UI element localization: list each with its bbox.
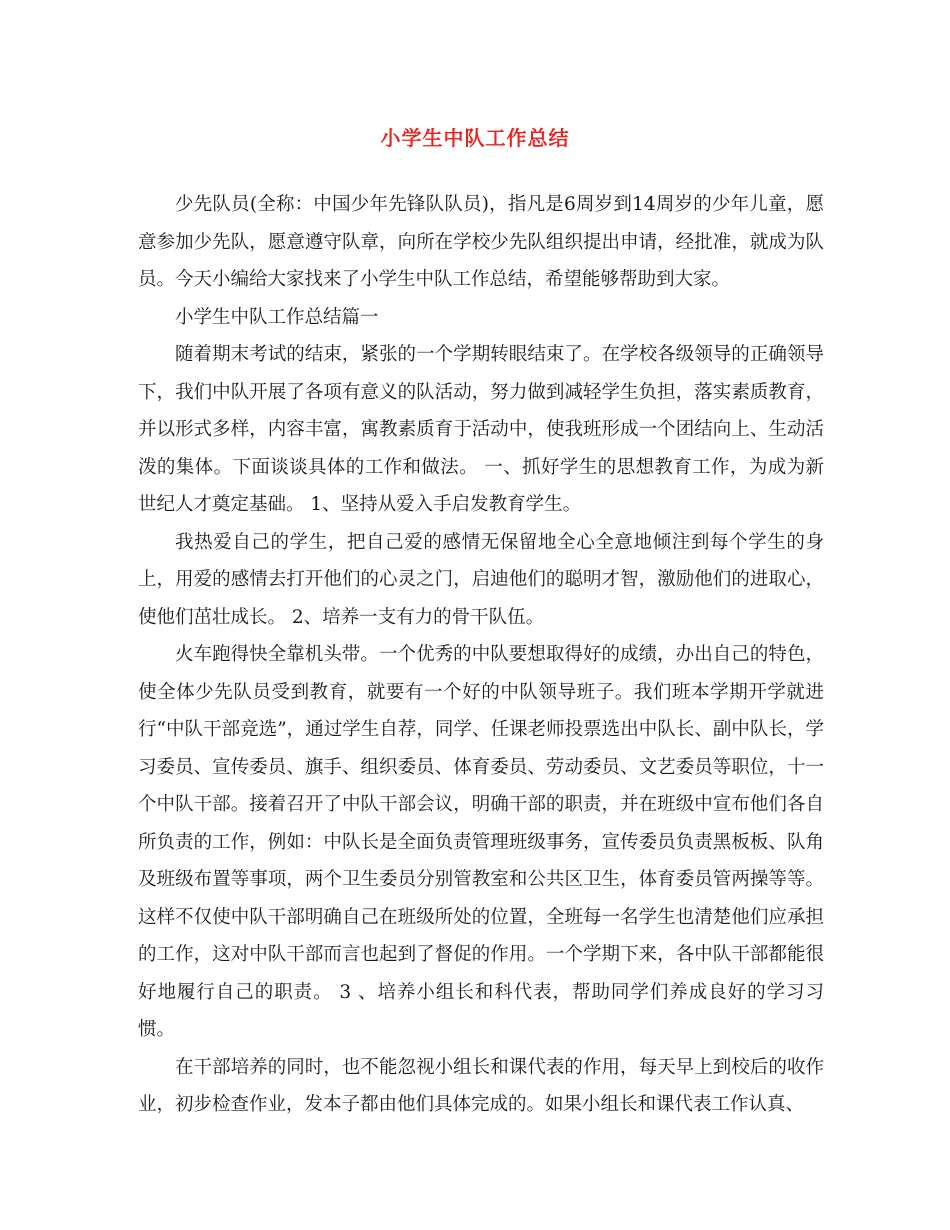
paragraph-opening: 随着期末考试的结束，紧张的一个学期转眼结束了。在学校各级领导的正确领导下，我们中队开展了各项有意义的队活动，努力做到减轻学生负担，落实素质教育，并以形式多样，内容丰富，寓教素质育于活动中，使我班形成一个团结向上、生动活泼的集体。下面谈谈具体的工作和做法。 一、抓好学生的思想教育工作，为成为新世纪人才奠定基础。 1、坚持从爱入手启发教育学生。 <box>138 344 824 515</box>
paragraph-cadres: 火车跑得快全靠机头带。一个优秀的中队要想取得好的成绩，办出自己的特色，使全体少先队员受到教育，就要有一个好的中队领导班子。我们班本学期开学就进行“中队干部竞选”，通过学生自荐，同学、任课老师投票选出中队长、副中队长，学习委员、宣传委员、旗手、组织委员、体育委员、劳动委员、文艺委员等职位，十一个中队干部。接着召开了中队干部会议，明确干部的职责，并在班级中宣布他们各自所负责的工作，例如：中队长是全面负责管理班级事务，宣传委员负责黑板板、队角及班级布置等事项，两个卫生委员分别管教室和公共区卫生，体育委员管两操等等。这样不仅使中队干部明确自己在班级所处的位置，全班每一名学生也清楚他们应承担的工作，这对中队干部而言也起到了督促的作用。一个学期下来，各中队干部都能很好地履行自己的职责。 3 、培养小组长和科代表，帮助同学们养成良好的学习习惯。 <box>138 644 824 1040</box>
document-title: 小学生中队工作总结 <box>380 126 570 150</box>
section-heading: 小学生中队工作总结篇一 <box>175 306 379 328</box>
paragraph-love: 我热爱自己的学生，把自己爱的感情无保留地全心全意地倾注到每个学生的身上，用爱的感情去打开他们的心灵之门，启迪他们的聪明才智，激励他们的进取心，使他们茁壮成长。 2、培养一支有力的骨干队伍。 <box>138 531 824 628</box>
paragraph-group-leaders: 在干部培养的同时，也不能忽视小组长和课代表的作用，每天早上到校后的收作业，初步检查作业，发本子都由他们具体完成的。如果小组长和课代表工作认真、 <box>138 1056 824 1115</box>
document-body <box>138 186 824 1124</box>
paragraph-intro: 少先队员(全称：中国少年先锋队队员)，指凡是6周岁到14周岁的少年儿童，愿意参加少先队，愿意遵守队章，向所在学校少先队组织提出申请，经批准，就成为队员。今天小编给大家找来了小学生中队工作总结，希望能够帮助到大家。 <box>138 194 824 290</box>
